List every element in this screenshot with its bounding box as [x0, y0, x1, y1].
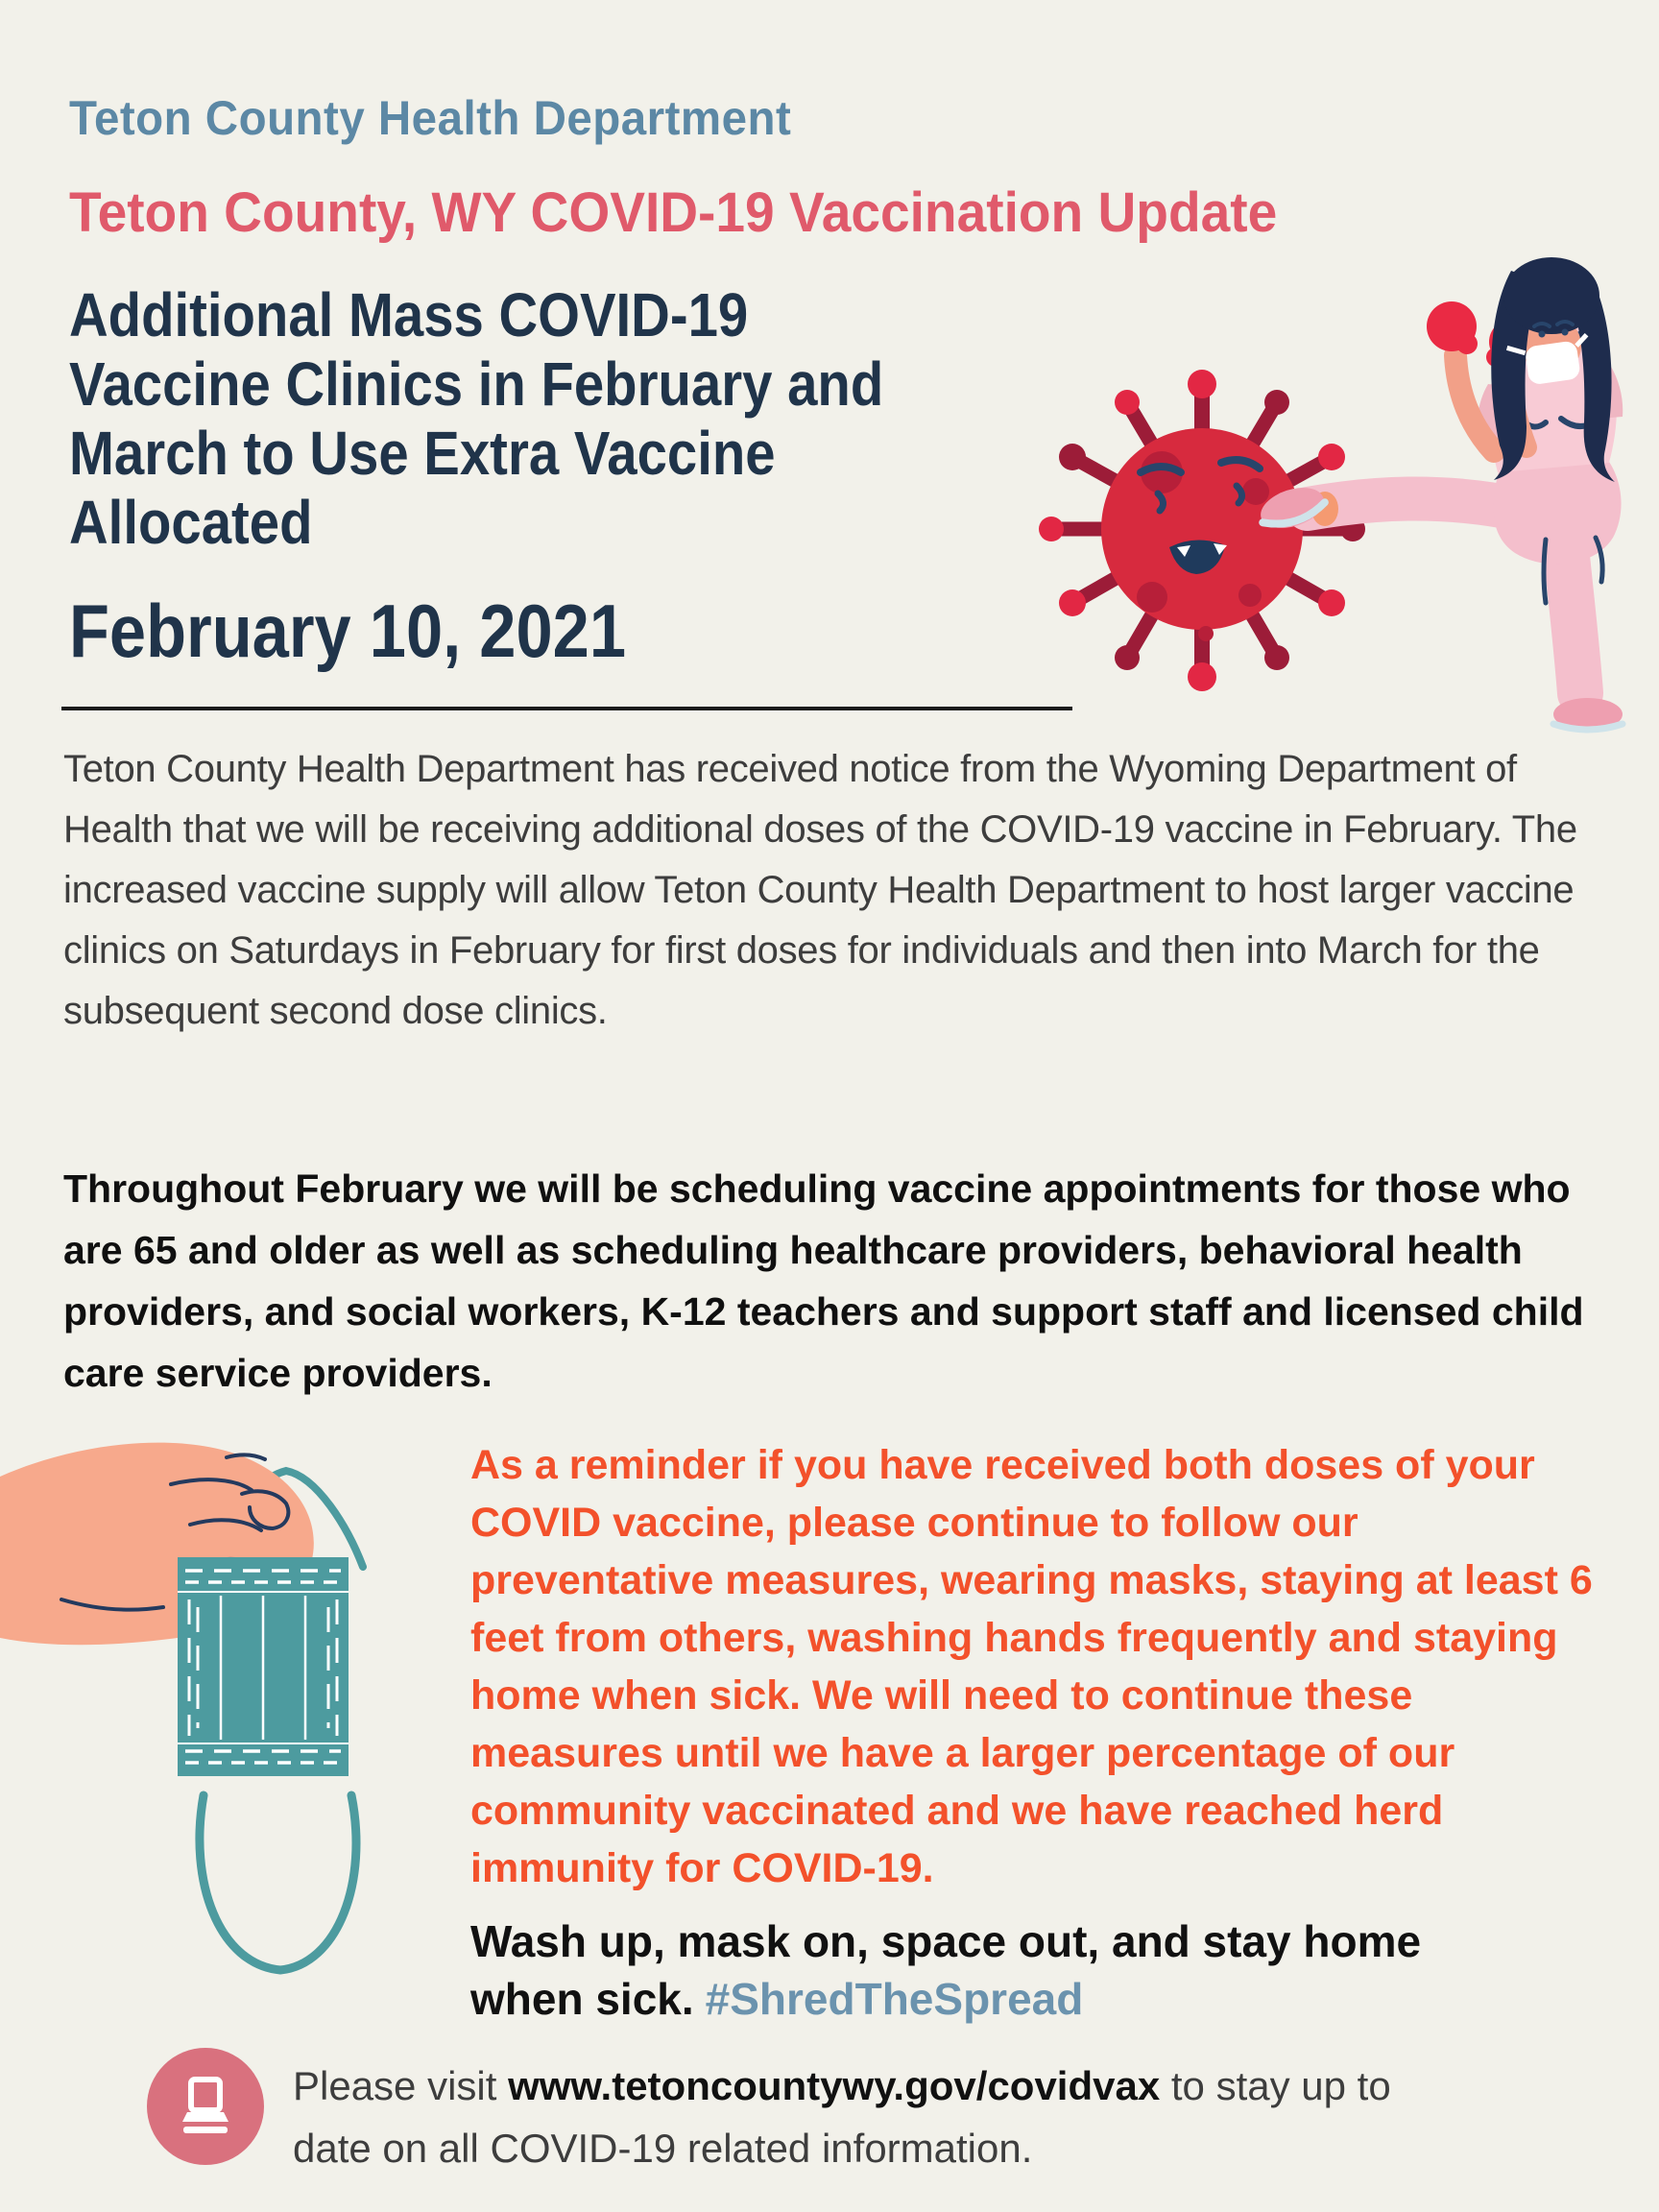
mask-illustration — [178, 1557, 349, 1776]
page-title: Teton County, WY COVID-19 Vaccination Update — [69, 181, 1278, 244]
date: February 10, 2021 — [69, 589, 626, 673]
tagline-text: Wash up, mask on, space out, and stay home when sick. — [470, 1916, 1422, 2024]
headline-line: Additional Mass COVID-19 — [69, 280, 749, 349]
laptop-icon — [147, 2048, 264, 2165]
footer-url: www.tetoncountywy.gov/covidvax — [508, 2063, 1161, 2108]
reminder-paragraph: As a reminder if you have received both doses of your COVID vaccine, please continue to follow our preventative measures, wearing masks, staying at least 6 feet from others, washing hands frequently and staying home when sick. We will need to continue these measures until we have a larger percentage of our community vaccinated and we have reached herd immunity for COVID-19. — [470, 1442, 1593, 1891]
virus-nurse-illustration — [1008, 221, 1659, 749]
virus-illustration — [1039, 370, 1365, 691]
footer-post: to stay up to date on all COVID-19 related information. — [293, 2063, 1391, 2171]
intro-paragraph: Teton County Health Department has received notice from the Wyoming Department of Health that we will be receiving additional doses of the COVID-19 vaccine in February. The increased vaccine supply will allow Teton County Health Department to host larger vaccine clinics on Saturdays in February for first doses for individuals and then into March for the subsequent second dose clinics. — [63, 748, 1577, 1032]
headline-line: Allocated — [69, 488, 313, 557]
headline-line: March to Use Extra Vaccine — [69, 419, 776, 488]
footer-pre: Please visit — [293, 2063, 509, 2108]
nurse-illustration — [1256, 257, 1623, 731]
headline-line: Vaccine Clinics in February and — [69, 349, 884, 419]
hand-mask-illustration — [0, 1431, 461, 2045]
hashtag: #ShredTheSpread — [705, 1974, 1084, 2024]
footer-note — [293, 2055, 1435, 2179]
org-name: Teton County Health Department — [69, 91, 792, 145]
mask-strap-bottom — [200, 1795, 356, 1970]
divider-line — [61, 707, 1072, 710]
headline — [69, 280, 1083, 557]
tagline — [470, 1912, 1546, 2028]
scheduling-paragraph: Throughout February we will be scheduling vaccine appointments for those who are 65 and older as well as scheduling healthcare providers, behavioral health providers, and social workers, K-12 teachers and support staff and licensed child care service providers. — [63, 1166, 1584, 1395]
